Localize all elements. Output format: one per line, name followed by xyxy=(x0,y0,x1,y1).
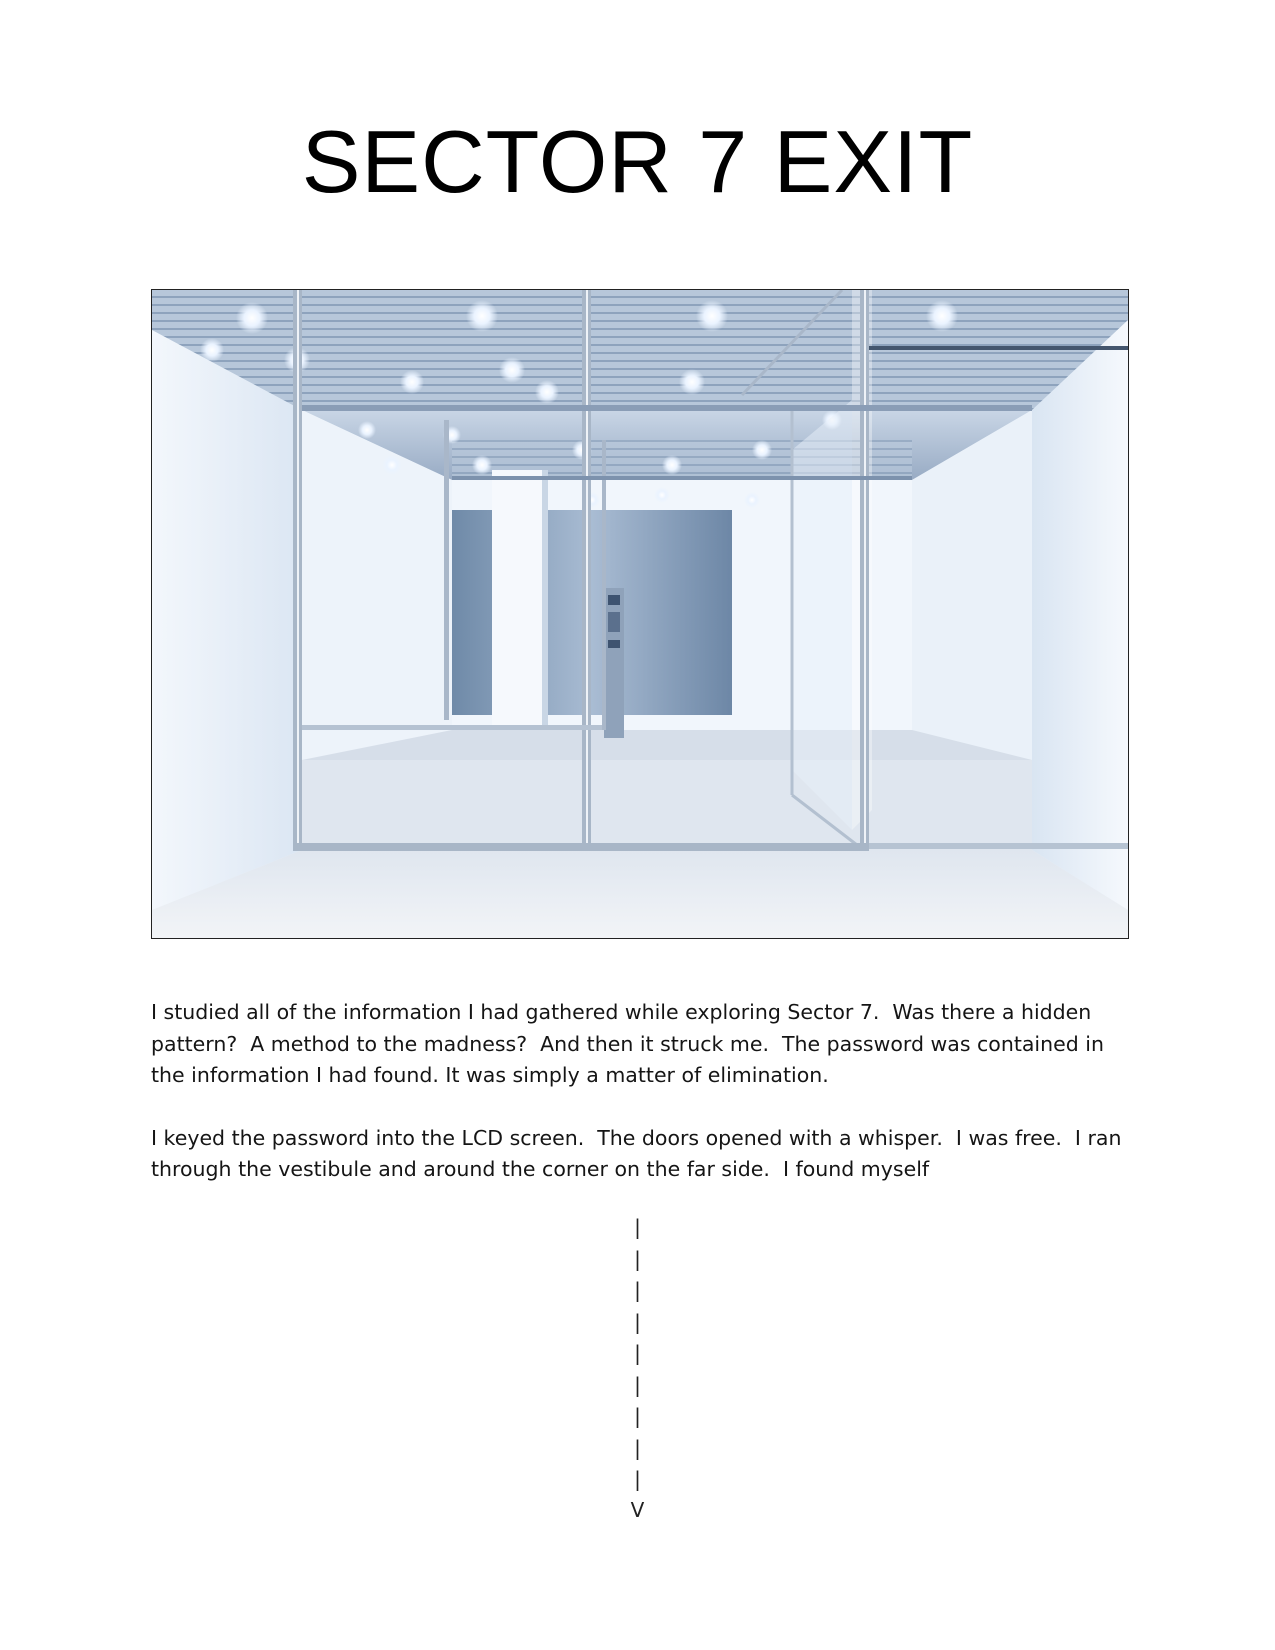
arrow-shaft: | xyxy=(634,1246,641,1271)
arrow-shaft: | xyxy=(634,1278,641,1302)
arrow-shaft: | xyxy=(634,1309,641,1334)
down-arrow xyxy=(600,1212,675,1524)
paragraph-1: I studied all of the information I had gathered while exploring Sector 7. Was there a hidden pattern? A method to the madness? And then it struck me. The password was contained in the information I had found. It was simply a matter of elimination. xyxy=(151,1000,1111,1087)
arrow-head: V xyxy=(630,1497,645,1522)
arrow-shaft: | xyxy=(634,1372,641,1397)
arrow-shaft: | xyxy=(634,1215,641,1239)
arrow-shaft: | xyxy=(634,1467,641,1491)
arrow-shaft: | xyxy=(634,1341,641,1365)
story-text xyxy=(151,997,1131,1217)
paragraph-2: I keyed the password into the LCD screen. The doors opened with a whisper. I was free. I ran through the vestibule and around the corner on the far side. I found myself xyxy=(151,1125,1129,1181)
page-title: SECTOR 7 EXIT xyxy=(301,112,974,211)
arrow-shaft: | xyxy=(634,1404,641,1428)
arrow-shaft: | xyxy=(634,1435,641,1460)
vestibule-photo xyxy=(151,289,1129,939)
